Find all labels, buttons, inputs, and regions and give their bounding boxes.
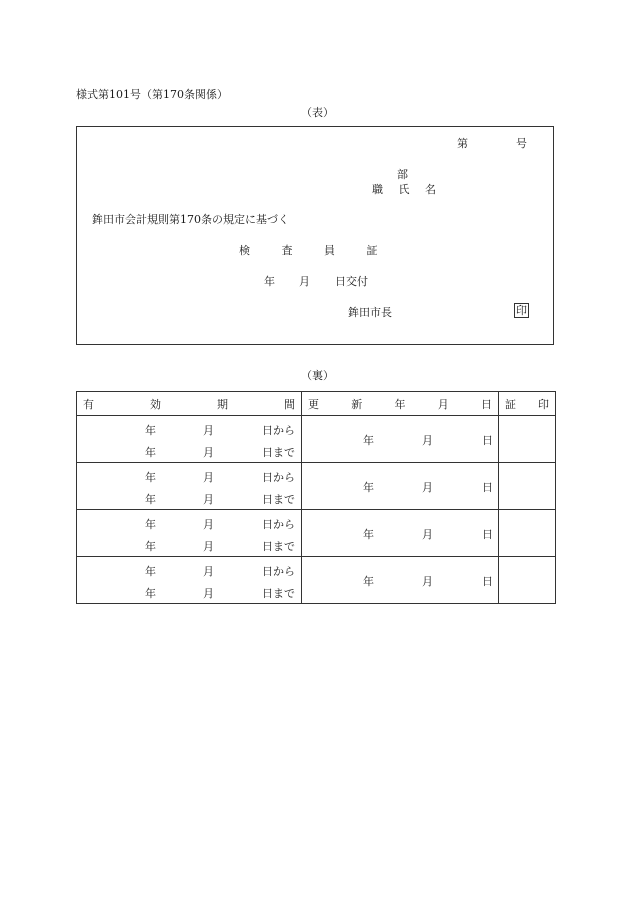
front-label: （表）: [301, 106, 334, 119]
header-char: 更: [308, 397, 319, 411]
seal-header: [499, 392, 556, 416]
to-day: 日まで: [262, 493, 295, 506]
header-char: 有: [83, 397, 94, 411]
to-month: 月: [203, 446, 214, 459]
renew-year: 年: [363, 575, 374, 588]
table-row: [77, 557, 556, 604]
to-day: 日まで: [262, 587, 295, 600]
renewal-cell: [302, 557, 499, 604]
renew-year: 年: [363, 481, 374, 494]
validity-cell: [77, 557, 302, 604]
from-year: 年: [145, 518, 156, 531]
renew-month: 月: [422, 434, 433, 447]
renew-day: 日: [482, 434, 493, 447]
from-day: 日から: [262, 471, 295, 484]
validity-header: [77, 392, 302, 416]
renew-day: 日: [482, 575, 493, 588]
issue-month: 月: [299, 275, 310, 288]
certificate-title: 検 査 員 証: [239, 244, 378, 257]
from-year: 年: [145, 424, 156, 437]
seal-cell: [499, 557, 556, 604]
renew-month: 月: [422, 481, 433, 494]
number-prefix: 第: [457, 137, 468, 150]
table-row: [77, 510, 556, 557]
form-title: 様式第101号（第170条関係）: [76, 88, 228, 101]
from-year: 年: [145, 471, 156, 484]
to-year: 年: [145, 493, 156, 506]
table-row: [77, 416, 556, 463]
header-char: 年: [394, 397, 406, 411]
validity-cell: [77, 463, 302, 510]
to-year: 年: [145, 587, 156, 600]
to-month: 月: [203, 493, 214, 506]
to-year: 年: [145, 446, 156, 459]
header-char: 証: [505, 397, 516, 411]
issue-day: 日交付: [335, 275, 368, 288]
to-day: 日まで: [262, 446, 295, 459]
seal-cell: [499, 463, 556, 510]
to-month: 月: [203, 587, 214, 600]
back-label: （裏）: [301, 369, 334, 382]
header-char: 日: [481, 397, 492, 411]
header-char: 月: [437, 397, 449, 411]
from-month: 月: [203, 424, 214, 437]
number-suffix: 号: [516, 137, 527, 150]
department: 部: [397, 168, 408, 181]
from-day: 日から: [262, 518, 295, 531]
header-char: 間: [284, 397, 295, 411]
validity-cell: [77, 510, 302, 557]
renew-month: 月: [422, 575, 433, 588]
renewal-cell: [302, 463, 499, 510]
header-char: 期: [217, 397, 228, 411]
renew-month: 月: [422, 528, 433, 541]
renew-year: 年: [363, 434, 374, 447]
table-header-row: [77, 392, 556, 416]
position-name: 職 氏 名: [372, 183, 442, 196]
header-char: 効: [150, 397, 161, 411]
from-month: 月: [203, 518, 214, 531]
certificate-back-table: [76, 391, 556, 604]
seal-mark: 印: [516, 304, 527, 317]
table-row: [77, 463, 556, 510]
from-month: 月: [203, 565, 214, 578]
renew-year: 年: [363, 528, 374, 541]
renewal-cell: [302, 416, 499, 463]
from-month: 月: [203, 471, 214, 484]
from-year: 年: [145, 565, 156, 578]
validity-cell: [77, 416, 302, 463]
to-year: 年: [145, 540, 156, 553]
renew-day: 日: [482, 481, 493, 494]
header-char: 新: [351, 397, 363, 411]
issue-year: 年: [264, 275, 275, 288]
basis-text: 鉾田市会計規則第170条の規定に基づく: [92, 213, 289, 226]
seal-cell: [499, 416, 556, 463]
header-char: 印: [538, 397, 549, 411]
mayor: 鉾田市長: [348, 306, 392, 319]
from-day: 日から: [262, 424, 295, 437]
to-month: 月: [203, 540, 214, 553]
renewal-cell: [302, 510, 499, 557]
certificate-front: [76, 126, 554, 345]
to-day: 日まで: [262, 540, 295, 553]
renewal-header: [302, 392, 499, 416]
from-day: 日から: [262, 565, 295, 578]
renew-day: 日: [482, 528, 493, 541]
seal-cell: [499, 510, 556, 557]
